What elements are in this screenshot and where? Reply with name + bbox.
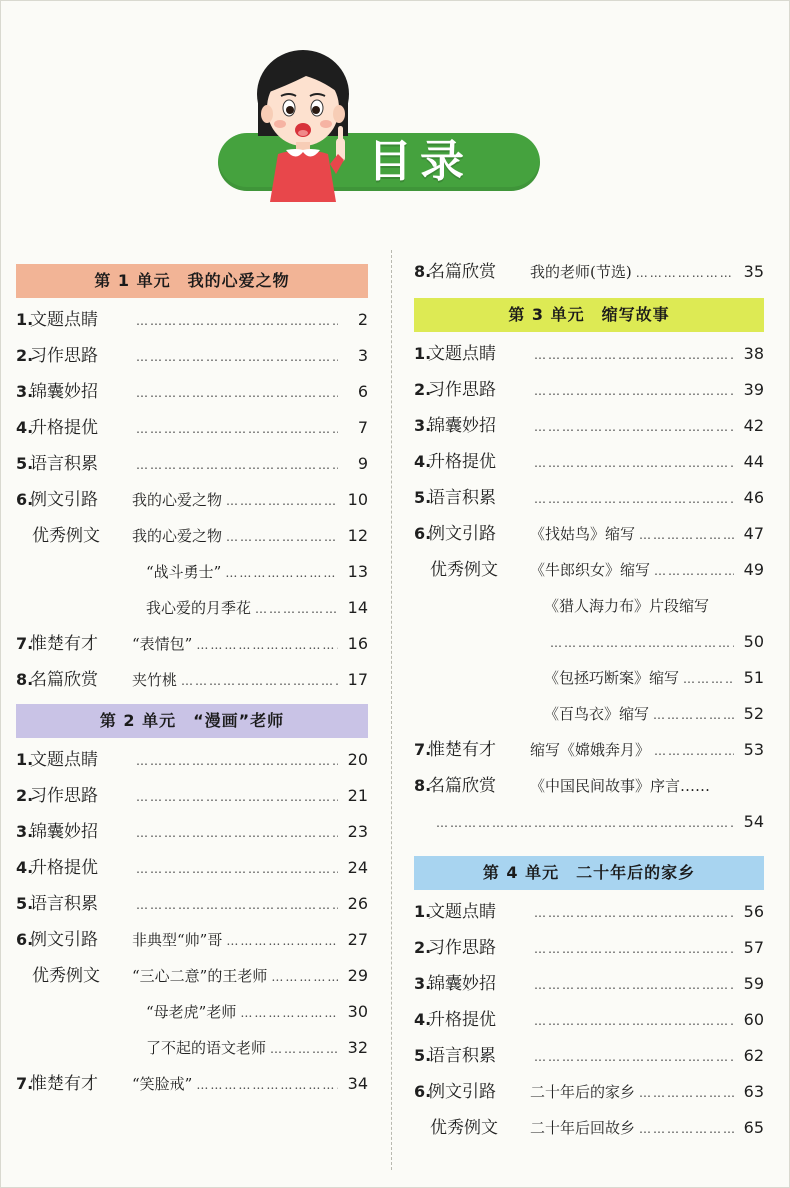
toc-entry[interactable] <box>16 814 368 850</box>
page-number: 56 <box>743 902 764 921</box>
entry-number: 7. <box>16 1074 34 1093</box>
page-number: 3 <box>357 346 368 365</box>
entry-number: 6. <box>16 930 34 949</box>
toc-entry[interactable] <box>414 624 764 660</box>
entry-number: 4. <box>414 1010 432 1029</box>
page-number: 12 <box>347 526 368 545</box>
toc-entry[interactable] <box>414 930 764 966</box>
page-number: 60 <box>743 1010 764 1029</box>
toc-entry[interactable] <box>16 958 368 994</box>
entry-category: 升格提优 <box>428 452 496 472</box>
leader-dots <box>192 627 338 663</box>
entry-category: 锦囊妙招 <box>428 974 496 994</box>
leader-dots <box>266 1031 338 1067</box>
entry-number: 7. <box>414 740 432 759</box>
toc-entry[interactable] <box>414 408 764 444</box>
entry-category: 语言积累 <box>428 488 496 508</box>
entry-category: 语言积累 <box>30 894 98 914</box>
page-number: 54 <box>743 812 764 831</box>
unit-header-u3: 第 3 单元 缩写故事 <box>414 298 764 332</box>
entry-category: 名篇欣赏 <box>30 670 98 690</box>
leader-dots <box>530 337 734 373</box>
entry-category: 惟楚有才 <box>30 1074 98 1094</box>
toc-entry[interactable] <box>414 480 764 516</box>
entry-number: 5. <box>16 894 34 913</box>
leader-dots <box>635 1075 734 1111</box>
entry-category: 语言积累 <box>428 1046 496 1066</box>
page-number: 34 <box>347 1074 368 1093</box>
entry-category: 锦囊妙招 <box>30 822 98 842</box>
toc-entry[interactable] <box>16 446 368 482</box>
toc-entry[interactable] <box>414 894 764 930</box>
leader-dots <box>222 923 338 959</box>
leader-dots <box>132 815 338 851</box>
toc-entry[interactable] <box>16 994 368 1030</box>
toc-entry[interactable] <box>16 742 368 778</box>
entry-title: “表情包” <box>132 635 193 653</box>
leader-dots <box>132 851 338 887</box>
page-number: 13 <box>347 562 368 581</box>
toc-entry[interactable] <box>414 254 764 290</box>
toc-entry[interactable] <box>414 372 764 408</box>
leader-dots <box>530 373 734 409</box>
entry-number: 6. <box>16 490 34 509</box>
entry-title: 我的心爱之物 <box>132 491 223 509</box>
entry-number: 5. <box>414 1046 432 1065</box>
entry-number: 8. <box>414 262 432 281</box>
toc-entry[interactable] <box>16 922 368 958</box>
entry-number: 2. <box>16 786 34 805</box>
entry-number: 2. <box>414 380 432 399</box>
toc-entry[interactable] <box>414 1110 764 1146</box>
leader-dots <box>236 995 338 1031</box>
entry-number: 8. <box>414 776 432 795</box>
page-number: 14 <box>347 598 368 617</box>
toc-entry[interactable] <box>16 662 368 698</box>
page-number: 63 <box>743 1082 764 1101</box>
entry-title: 《找姑鸟》缩写 <box>530 525 636 543</box>
entry-title: “三心二意”的王老师 <box>132 967 268 985</box>
entry-category: 例文引路 <box>428 1082 496 1102</box>
page-number: 17 <box>347 670 368 689</box>
page-number: 38 <box>743 344 764 363</box>
entry-number: 4. <box>16 858 34 877</box>
page-number: 42 <box>743 416 764 435</box>
entry-number: 3. <box>16 822 34 841</box>
leader-dots <box>530 1039 734 1075</box>
toc-entry[interactable] <box>16 374 368 410</box>
entry-category: 优秀例文 <box>32 966 100 986</box>
page-number: 6 <box>357 382 368 401</box>
entry-title: 《包拯巧断案》缩写 <box>544 669 680 687</box>
leader-dots <box>635 517 734 553</box>
entry-title: 了不起的语文老师 <box>146 1039 267 1057</box>
toc-entry[interactable] <box>414 966 764 1002</box>
toc-entry[interactable] <box>414 588 764 624</box>
unit-header-u1: 第 1 单元 我的心爱之物 <box>16 264 368 298</box>
leader-dots <box>650 733 734 769</box>
toc-entry[interactable] <box>16 554 368 590</box>
toc-entry[interactable] <box>414 1074 764 1110</box>
entry-number: 4. <box>414 452 432 471</box>
toc-entry[interactable] <box>414 768 764 804</box>
leader-dots <box>192 1067 338 1103</box>
entry-category: 文题点睛 <box>30 310 98 330</box>
entry-number: 6. <box>414 524 432 543</box>
entry-category: 文题点睛 <box>30 750 98 770</box>
entry-category: 语言积累 <box>30 454 98 474</box>
toc-entry[interactable] <box>414 804 764 840</box>
toc-entry[interactable] <box>16 626 368 662</box>
leader-dots <box>635 1111 734 1147</box>
entry-number: 1. <box>414 344 432 363</box>
entry-category: 习作思路 <box>30 346 98 366</box>
entry-category: 优秀例文 <box>430 1118 498 1138</box>
leader-dots <box>132 303 338 339</box>
page-number: 2 <box>357 310 368 329</box>
unit-header-u2: 第 2 单元 “漫画”老师 <box>16 704 368 738</box>
toc-entry[interactable] <box>16 482 368 518</box>
entry-title: 夹竹桃 <box>132 671 178 689</box>
leader-dots <box>267 959 338 995</box>
toc-entry[interactable] <box>16 850 368 886</box>
entry-title: 缩写《嫦娥奔月》 <box>530 741 651 759</box>
page-number: 50 <box>743 632 764 651</box>
leader-dots <box>132 743 338 779</box>
toc-entry[interactable] <box>16 410 368 446</box>
page-number: 65 <box>743 1118 764 1137</box>
page-number: 23 <box>347 822 368 841</box>
leader-dots <box>530 481 734 517</box>
leader-dots <box>530 967 734 1003</box>
entry-category: 优秀例文 <box>32 526 100 546</box>
page-number: 52 <box>743 704 764 723</box>
entry-category: 例文引路 <box>30 490 98 510</box>
leader-dots <box>251 591 338 627</box>
toc-entry[interactable] <box>16 590 368 626</box>
leader-dots <box>530 1003 734 1039</box>
page-title: 目录 <box>368 136 472 187</box>
page-number: 57 <box>743 938 764 957</box>
page-number: 21 <box>347 786 368 805</box>
leader-dots <box>132 447 338 483</box>
entry-category: 优秀例文 <box>430 560 498 580</box>
entry-number: 1. <box>16 310 34 329</box>
entry-title: 二十年后回故乡 <box>530 1119 636 1137</box>
leader-dots <box>530 931 734 967</box>
page-number: 51 <box>743 668 764 687</box>
page-number: 26 <box>347 894 368 913</box>
entry-title: 我心爱的月季花 <box>146 599 252 617</box>
page-number: 53 <box>743 740 764 759</box>
page-number: 49 <box>743 560 764 579</box>
entry-category: 例文引路 <box>30 930 98 950</box>
entry-title: 《猎人海力布》片段缩写 <box>544 597 710 615</box>
leader-dots <box>177 663 338 699</box>
entry-category: 文题点睛 <box>428 344 496 364</box>
page-number: 29 <box>347 966 368 985</box>
toc-entry[interactable] <box>414 732 764 768</box>
leader-dots <box>414 805 734 841</box>
page-number: 44 <box>743 452 764 471</box>
toc-entry[interactable] <box>16 886 368 922</box>
entry-title: 我的心爱之物 <box>132 527 223 545</box>
toc-entry[interactable] <box>414 696 764 732</box>
entry-title: 《中国民间故事》序言…… <box>530 777 711 795</box>
leader-dots <box>632 255 734 291</box>
toc-entry[interactable] <box>16 302 368 338</box>
entry-category: 惟楚有才 <box>30 634 98 654</box>
entry-title: “母老虎”老师 <box>146 1003 237 1021</box>
entry-category: 升格提优 <box>428 1010 496 1030</box>
leader-dots <box>530 445 734 481</box>
leader-dots <box>132 779 338 815</box>
page-number: 24 <box>347 858 368 877</box>
toc-entry[interactable] <box>414 552 764 588</box>
entry-number: 5. <box>16 454 34 473</box>
entry-number: 2. <box>16 346 34 365</box>
page-number: 30 <box>347 1002 368 1021</box>
entry-number: 6. <box>414 1082 432 1101</box>
entry-title: “战斗勇士” <box>146 563 222 581</box>
toc-entry[interactable] <box>414 444 764 480</box>
leader-dots <box>132 887 338 923</box>
entry-category: 习作思路 <box>30 786 98 806</box>
entry-category: 升格提优 <box>30 418 98 438</box>
page-number: 32 <box>347 1038 368 1057</box>
entry-title: “笑脸戒” <box>132 1075 193 1093</box>
page-number: 47 <box>743 524 764 543</box>
entry-category: 文题点睛 <box>428 902 496 922</box>
entry-category: 锦囊妙招 <box>30 382 98 402</box>
page-number: 7 <box>357 418 368 437</box>
entry-category: 锦囊妙招 <box>428 416 496 436</box>
entry-title: 非典型“帅”哥 <box>132 931 223 949</box>
page-number: 16 <box>347 634 368 653</box>
entry-category: 名篇欣赏 <box>428 776 496 796</box>
toc-column-right <box>414 254 764 1146</box>
toc-entry[interactable] <box>16 1066 368 1102</box>
entry-number: 1. <box>16 750 34 769</box>
toc-entry[interactable] <box>414 1002 764 1038</box>
leader-dots <box>530 409 734 445</box>
leader-dots <box>221 555 338 591</box>
entry-number: 3. <box>16 382 34 401</box>
page-number: 20 <box>347 750 368 769</box>
entry-number: 1. <box>414 902 432 921</box>
leader-dots <box>132 339 338 375</box>
entry-title: 《百鸟衣》缩写 <box>544 705 650 723</box>
toc-column-left <box>16 258 368 1102</box>
toc-entry[interactable] <box>414 660 764 696</box>
entry-category: 名篇欣赏 <box>428 262 496 282</box>
leader-dots <box>132 411 338 447</box>
entry-number: 8. <box>16 670 34 689</box>
entry-title: 二十年后的家乡 <box>530 1083 636 1101</box>
column-divider <box>391 250 392 1170</box>
leader-dots <box>649 697 734 733</box>
toc-entry[interactable] <box>16 518 368 554</box>
page-number: 62 <box>743 1046 764 1065</box>
page-number: 10 <box>347 490 368 509</box>
entry-category: 例文引路 <box>428 524 496 544</box>
toc-entry[interactable] <box>414 516 764 552</box>
entry-number: 4. <box>16 418 34 437</box>
leader-dots <box>222 519 338 555</box>
toc-entry[interactable] <box>16 778 368 814</box>
page-number: 9 <box>357 454 368 473</box>
toc-entry[interactable] <box>414 1038 764 1074</box>
entry-category: 惟楚有才 <box>428 740 496 760</box>
leader-dots <box>530 895 734 931</box>
entry-number: 7. <box>16 634 34 653</box>
entry-category: 习作思路 <box>428 380 496 400</box>
leader-dots <box>528 625 734 661</box>
toc-entry[interactable] <box>16 1030 368 1066</box>
page-number: 39 <box>743 380 764 399</box>
entry-category: 习作思路 <box>428 938 496 958</box>
entry-category: 升格提优 <box>30 858 98 878</box>
leader-dots <box>132 375 338 411</box>
entry-number: 3. <box>414 974 432 993</box>
leader-dots <box>650 553 734 589</box>
page-number: 46 <box>743 488 764 507</box>
entry-number: 3. <box>414 416 432 435</box>
entry-title: 《牛郎织女》缩写 <box>530 561 651 579</box>
page-number: 59 <box>743 974 764 993</box>
page-number: 27 <box>347 930 368 949</box>
unit-header-u4: 第 4 单元 二十年后的家乡 <box>414 856 764 890</box>
page-number: 35 <box>743 262 764 281</box>
toc-entry[interactable] <box>16 338 368 374</box>
entry-number: 5. <box>414 488 432 507</box>
leader-dots <box>222 483 338 519</box>
entry-title: 我的老师(节选) <box>530 263 632 281</box>
entry-number: 2. <box>414 938 432 957</box>
leader-dots <box>679 661 734 697</box>
toc-entry[interactable] <box>414 336 764 372</box>
